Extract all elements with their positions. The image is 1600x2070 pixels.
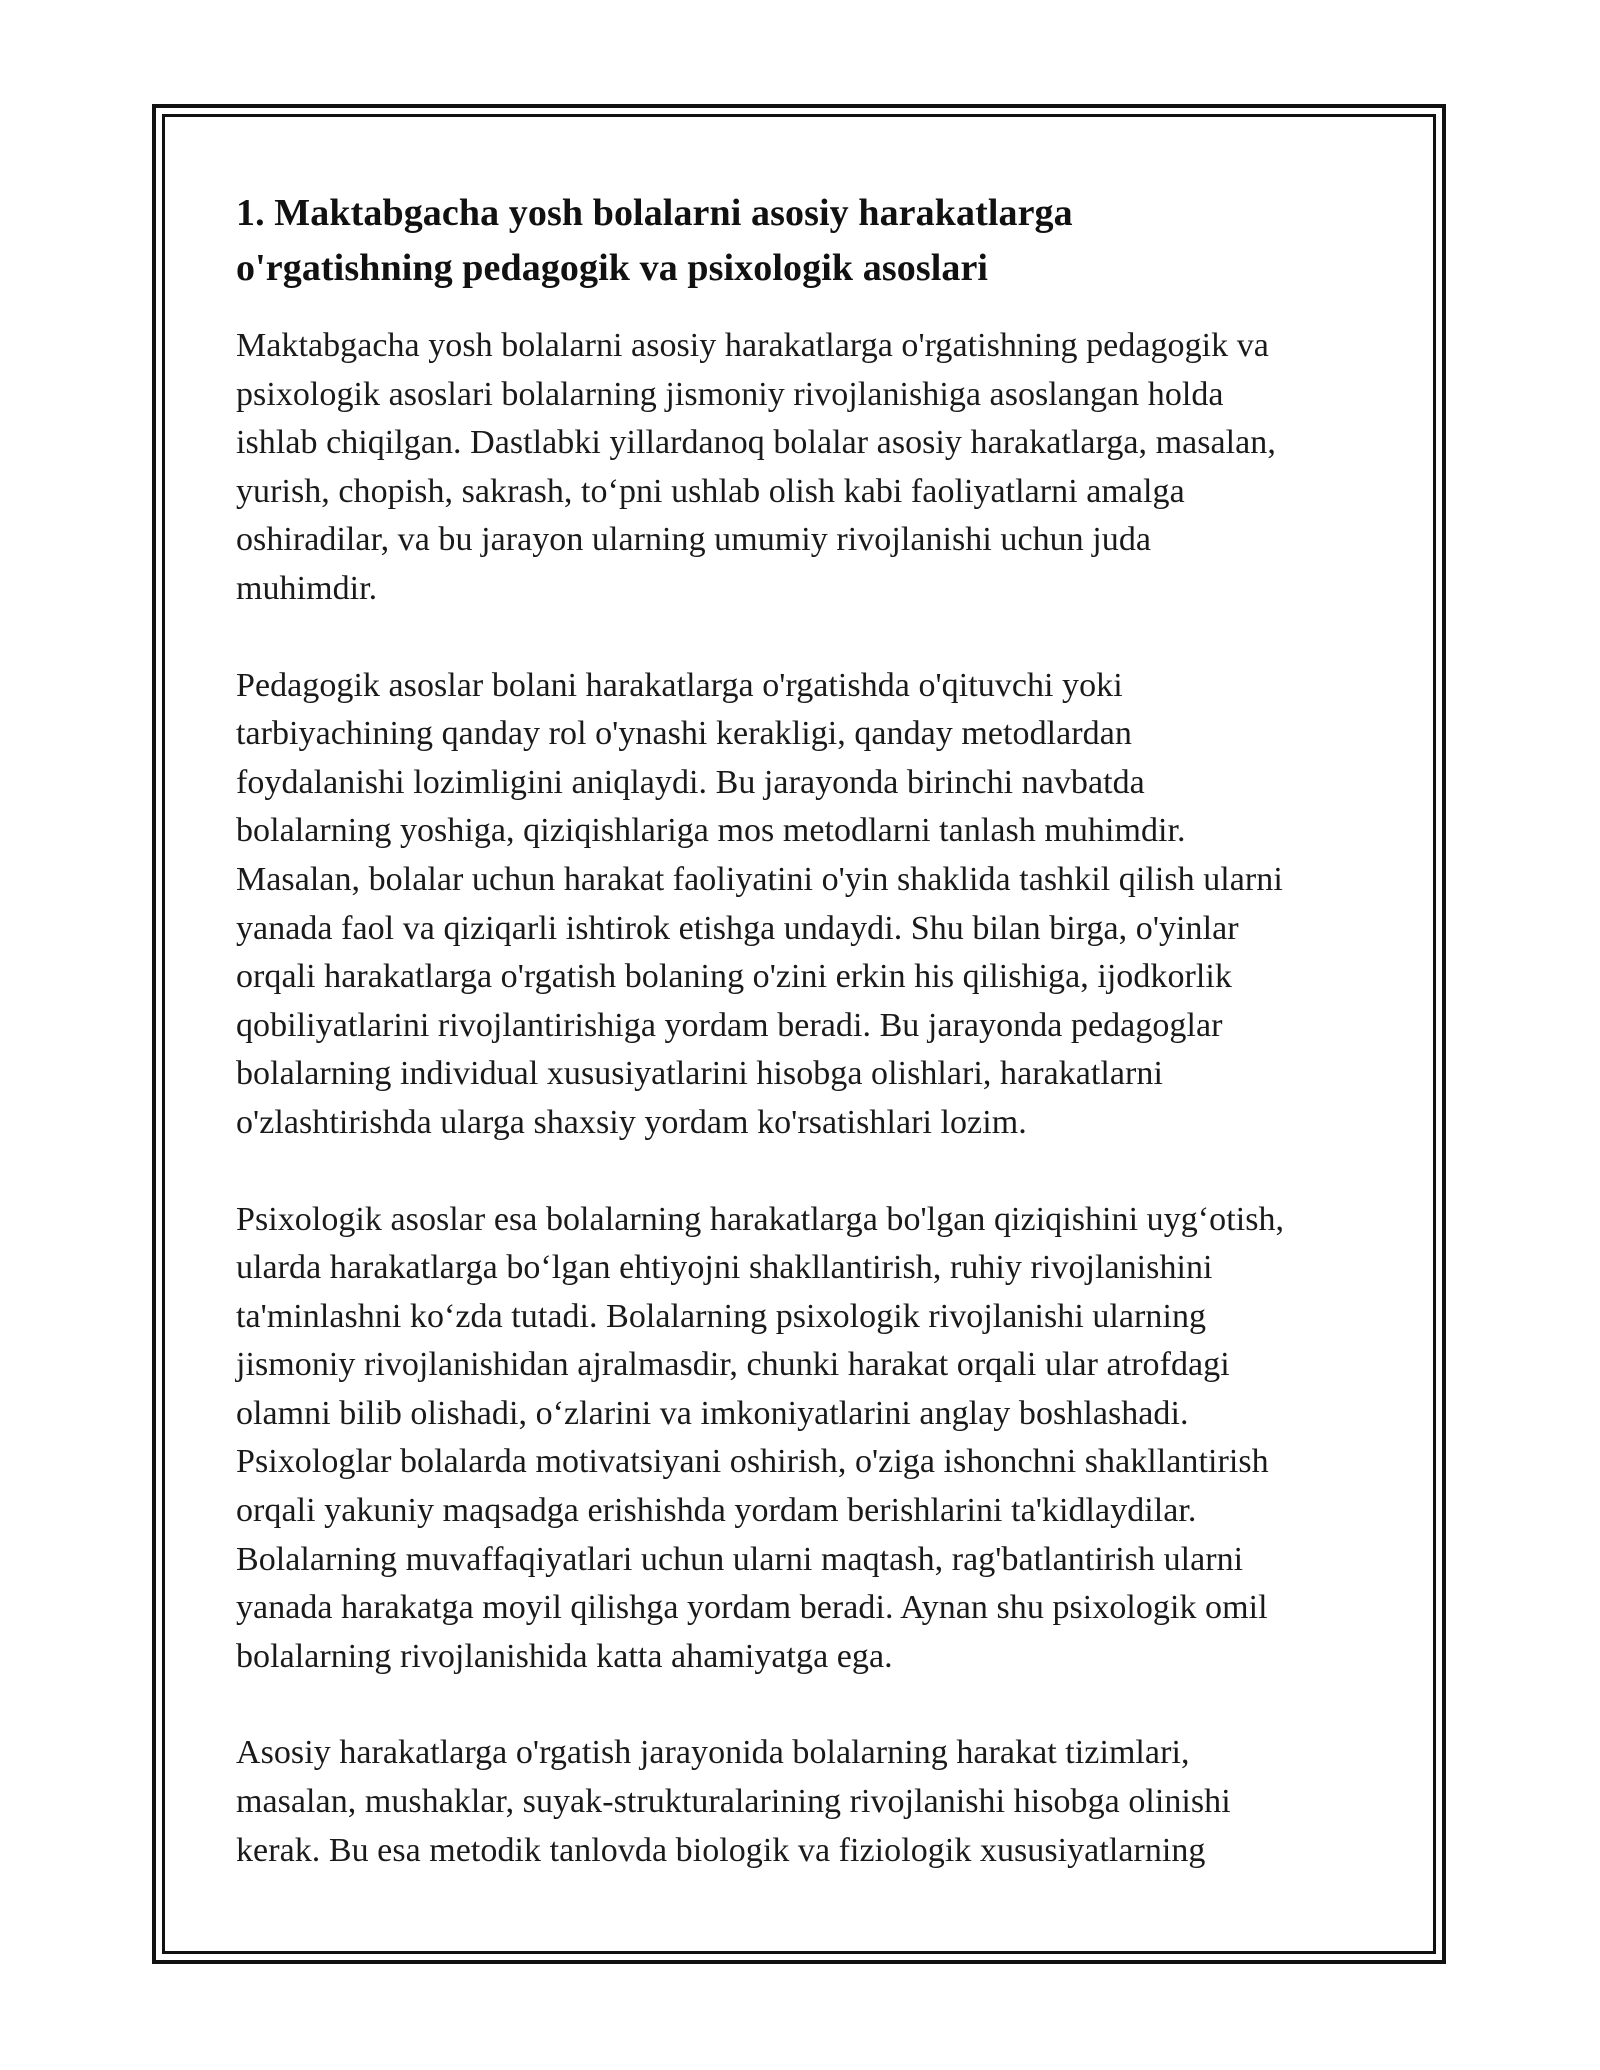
- text-line: tarbiyachining qanday rol o'ynashi kerakligi, qanday metodlardan: [236, 715, 1132, 753]
- paragraph-motor-systems: [236, 1729, 1376, 1875]
- text-line: yanada harakatga moyil qilishga yordam beradi. Aynan shu psixologik omil: [236, 1589, 1268, 1627]
- text-line: psixologik asoslari bolalarning jismoniy rivojlanishiga asoslangan holda: [236, 375, 1224, 413]
- text-line: Bolalarning muvaffaqiyatlari uchun ularni maqtash, rag'batlantirish ularni: [236, 1540, 1244, 1578]
- paragraph-psychological: [236, 1196, 1376, 1682]
- text-line: bolalarning yoshiga, qiziqishlariga mos metodlarni tanlash muhimdir.: [236, 812, 1186, 850]
- text-line: o'zlashtirishda ularga shaxsiy yordam ko'rsatishlari lozim.: [236, 1103, 1027, 1141]
- text-line: oshiradilar, va bu jarayon ularning umumiy rivojlanishi uchun juda: [236, 521, 1152, 559]
- text-line: jismoniy rivojlanishidan ajralmasdir, chunki harakat orqali ular atrofdagi: [236, 1346, 1230, 1384]
- text-line: Masalan, bolalar uchun harakat faoliyatini o'yin shaklida tashkil qilish ularni: [236, 860, 1283, 898]
- heading-line: o'rgatishning pedagogik va psixologik asoslari: [236, 247, 989, 289]
- text-line: Maktabgacha yosh bolalarni asosiy harakatlarga o'rgatishning pedagogik va: [236, 327, 1269, 364]
- text-line: masalan, mushaklar, suyak-strukturalarining rivojlanishi hisobga olinishi: [236, 1783, 1231, 1821]
- text-line: orqali yakuniy maqsadga erishishda yordam berishlarini ta'kidlaydilar.: [236, 1492, 1197, 1530]
- text-line: muhimdir.: [236, 569, 378, 607]
- text-line: bolalarning individual xususiyatlarini hisobga olishlari, harakatlarni: [236, 1055, 1163, 1093]
- text-line: Asosiy harakatlarga o'rgatish jarayonida bolalarning harakat tizimlari,: [236, 1734, 1190, 1772]
- text-line: ishlab chiqilgan. Dastlabki yillardanoq bolalar asosiy harakatlarga, masalan,: [236, 424, 1276, 462]
- text-line: Psixologlar bolalarda motivatsiyani oshirish, o'ziga ishonchni shakllantirish: [236, 1443, 1269, 1481]
- text-line: kerak. Bu esa metodik tanlovda biologik va fiziologik xususiyatlarning: [236, 1831, 1206, 1869]
- text-line: Psixologik asoslar esa bolalarning harakatlarga bo'lgan qiziqishini uyg‘otish,: [236, 1200, 1285, 1238]
- text-line: yurish, chopish, sakrash, to‘pni ushlab olish kabi faoliyatlarni amalga: [236, 472, 1185, 510]
- text-line: orqali harakatlarga o'rgatish bolaning o'zini erkin his qilishiga, ijodkorlik: [236, 958, 1232, 996]
- document-body: [236, 186, 1376, 1923]
- text-line: olamni bilib olishadi, o‘zlarini va imkoniyatlarini anglay boshlashadi.: [236, 1394, 1189, 1432]
- paragraph-pedagogical: [236, 662, 1376, 1148]
- text-line: ularda harakatlarga bo‘lgan ehtiyojni shakllantirish, ruhiy rivojlanishini: [236, 1249, 1213, 1287]
- text-line: qobiliyatlarini rivojlantirishiga yordam beradi. Bu jarayonda pedagoglar: [236, 1006, 1223, 1044]
- section-heading: [236, 186, 1376, 296]
- text-line: yanada faol va qiziqarli ishtirok etishga undaydi. Shu bilan birga, o'yinlar: [236, 909, 1239, 947]
- heading-line: 1. Maktabgacha yosh bolalarni asosiy harakatlarga: [236, 192, 1073, 234]
- text-line: ta'minlashni ko‘zda tutadi. Bolalarning psixologik rivojlanishi ularning: [236, 1297, 1207, 1335]
- paragraph-intro: [236, 322, 1376, 614]
- text-line: Pedagogik asoslar bolani harakatlarga o'rgatishda o'qituvchi yoki: [236, 666, 1123, 704]
- text-line: bolalarning rivojlanishida katta ahamiyatga ega.: [236, 1637, 893, 1675]
- text-line: foydalanishi lozimligini aniqlaydi. Bu jarayonda birinchi navbatda: [236, 763, 1145, 801]
